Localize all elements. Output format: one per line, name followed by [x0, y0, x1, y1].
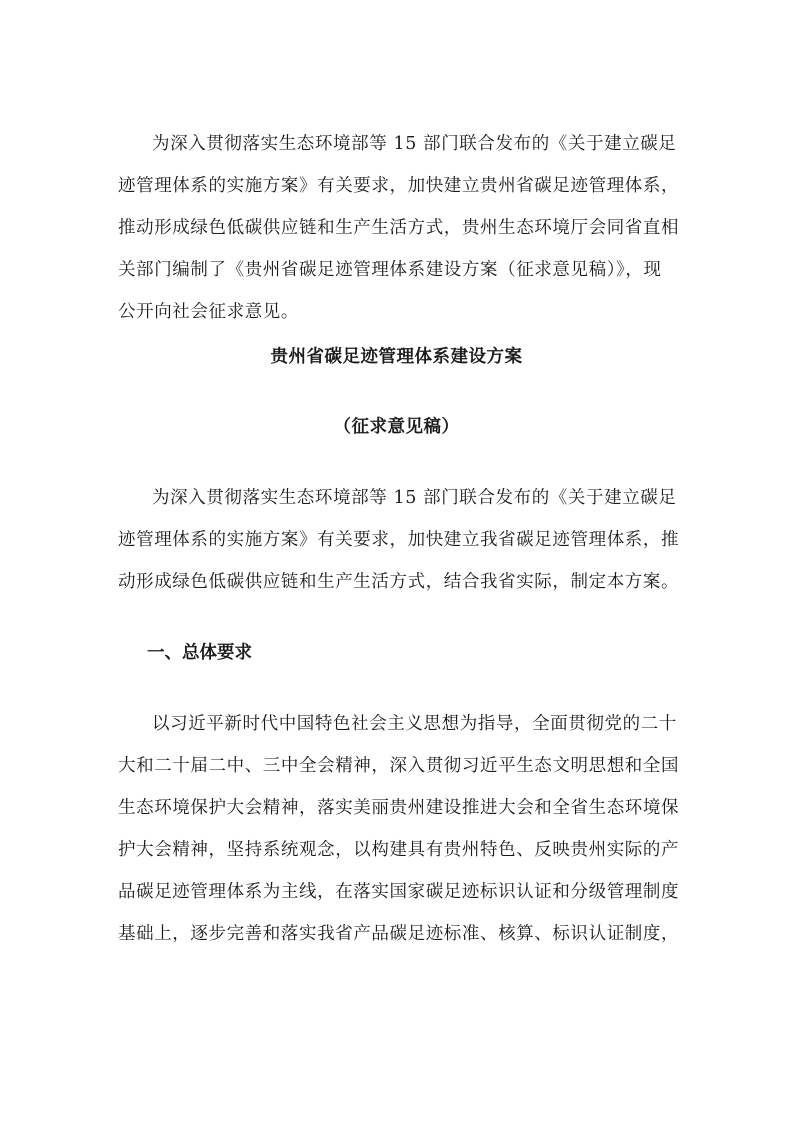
intro-paragraph-line: 公开向社会征求意见。 [118, 302, 299, 322]
section-paragraph-line: 大和二十届二中、三中全会精神，深入贯彻习近平生态文明思想和全国 [118, 756, 680, 776]
intro-paragraph-line: 为深入贯彻落实生态环境部等 15 部门联合发布的《关于建立碳足 [152, 134, 677, 154]
section-paragraph-line: 品碳足迹管理体系为主线，在落实国家碳足迹标识认证和分级管理制度 [118, 882, 680, 902]
section-heading: 一、总体要求 [147, 643, 252, 663]
section-paragraph-line: 护大会精神，坚持系统观念，以构建具有贵州特色、反映贵州实际的产 [118, 840, 680, 860]
section-paragraph-line: 以习近平新时代中国特色社会主义思想为指导，全面贯彻党的二十 [152, 714, 677, 734]
intro-paragraph-line: 关部门编制了《贵州省碳足迹管理体系建设方案（征求意见稿）》，现 [118, 260, 662, 280]
preamble-paragraph-line: 为深入贯彻落实生态环境部等 15 部门联合发布的《关于建立碳足 [152, 488, 677, 508]
section-paragraph-line: 基础上，逐步完善和落实我省产品碳足迹标准、核算、标识认证制度， [118, 924, 680, 944]
intro-paragraph-line: 推动形成绿色低碳供应链和生产生活方式，贵州生态环境厅会同省直相 [118, 218, 680, 238]
section-paragraph-line: 生态环境保护大会精神，落实美丽贵州建设推进大会和全省生态环境保 [118, 798, 680, 818]
intro-paragraph-line: 迹管理体系的实施方案》有关要求，加快建立贵州省碳足迹管理体系， [118, 176, 680, 196]
preamble-paragraph-line: 动形成绿色低碳供应链和生产生活方式，结合我省实际，制定本方案。 [118, 572, 680, 592]
preamble-paragraph-line: 迹管理体系的实施方案》有关要求，加快建立我省碳足迹管理体系，推 [118, 530, 680, 550]
document-title: 贵州省碳足迹管理体系建设方案 [270, 347, 523, 367]
document-subtitle: （征求意见稿） [333, 417, 460, 437]
